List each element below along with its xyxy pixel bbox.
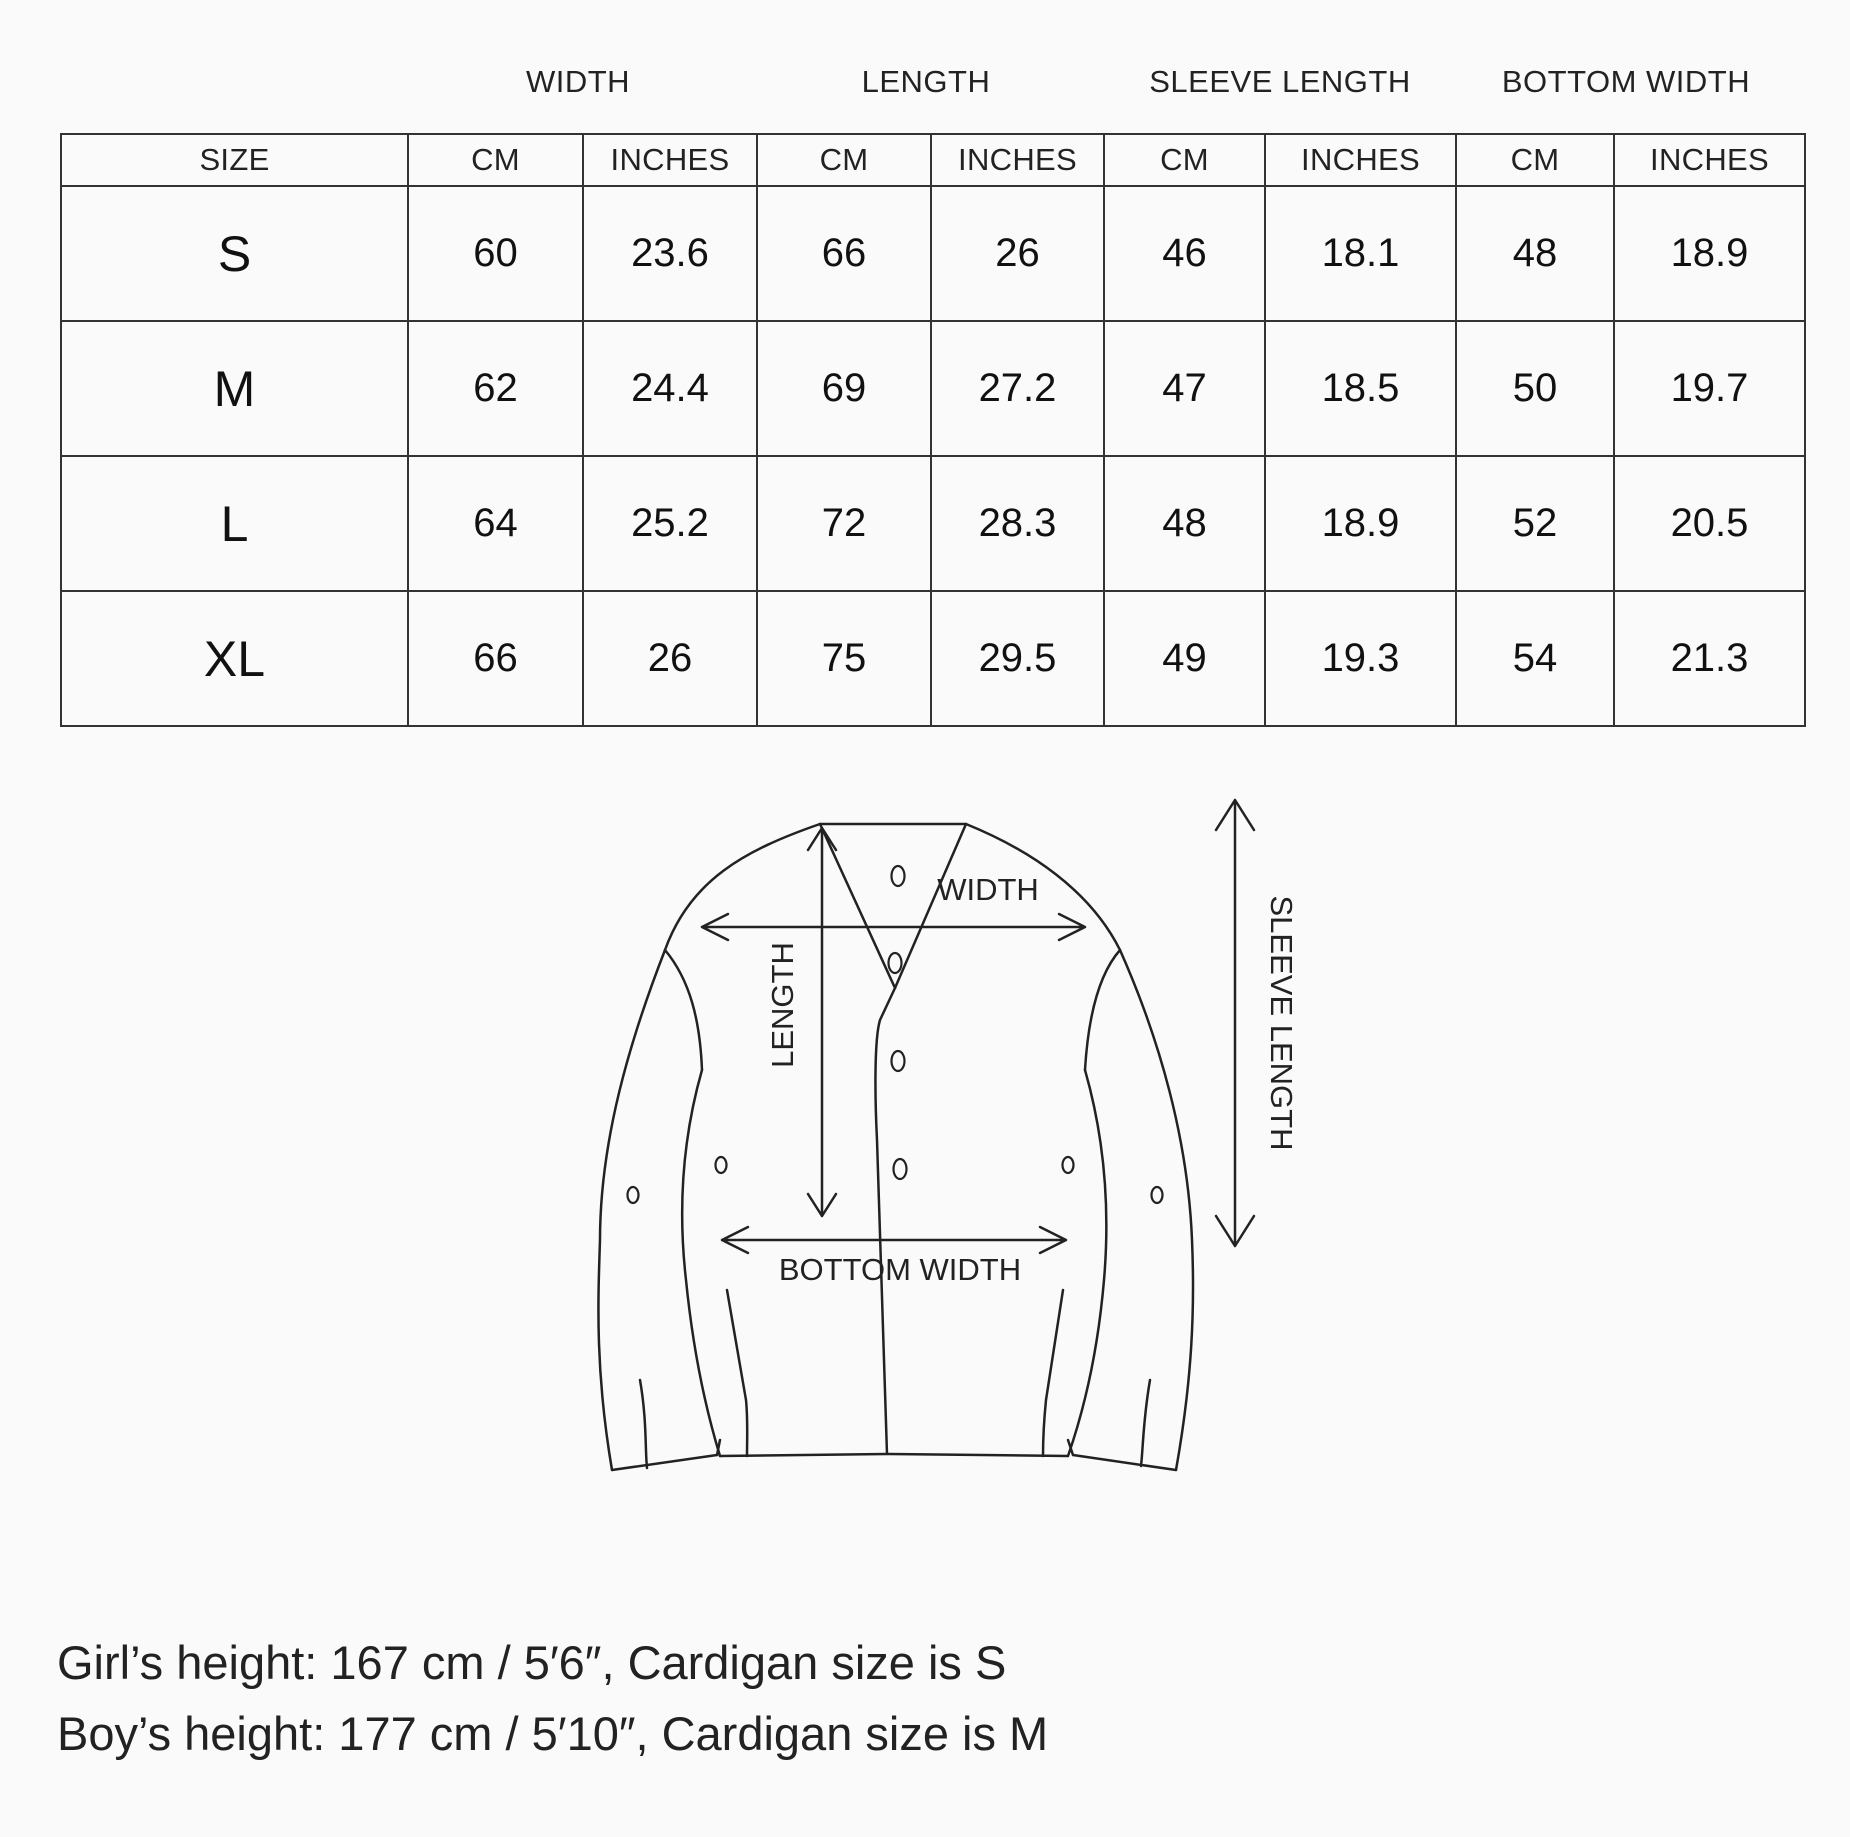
table-cell: 24.4 [583,321,757,456]
table-cell: 54 [1456,591,1614,726]
group-header-length: LENGTH [861,64,991,99]
table-cell: 29.5 [931,591,1104,726]
group-header-width: WIDTH [525,64,631,99]
table-cell: 23.6 [583,186,757,321]
button [1152,1187,1163,1203]
table-cell: 19.7 [1614,321,1805,456]
table-row [61,591,1805,726]
length-label: LENGTH [765,942,800,1068]
table-cell: 28.3 [931,456,1104,591]
table-header-row [61,134,1805,186]
button [892,1051,905,1071]
buttons [628,866,1163,1203]
header-bottom-cm: CM [1456,134,1614,186]
table-cell: 66 [757,186,931,321]
size-cell: M [61,321,408,456]
header-width-cm: CM [408,134,583,186]
table-cell: 48 [1456,186,1614,321]
note-boy-height: Boy’s height: 177 cm / 5′10″, Cardigan size is M [57,1707,1049,1760]
header-sleeve-inches: INCHES [1265,134,1456,186]
note-girl-height: Girl’s height: 167 cm / 5′6″, Cardigan size is S [57,1636,1007,1689]
table-cell: 50 [1456,321,1614,456]
size-cell: L [61,456,408,591]
table-cell: 66 [408,591,583,726]
table-cell: 18.5 [1265,321,1456,456]
sleeve-length-arrow [1216,800,1254,1246]
header-width-inches: INCHES [583,134,757,186]
group-header-sleeve-length: SLEEVE LENGTH [1149,64,1411,99]
table-cell: 26 [931,186,1104,321]
table-row [61,456,1805,591]
table-cell: 46 [1104,186,1265,321]
bottom-width-label: BOTTOM WIDTH [778,1252,1022,1287]
table-cell: 60 [408,186,583,321]
cardigan-outline [598,824,1193,1470]
table-cell: 27.2 [931,321,1104,456]
button [1063,1157,1074,1173]
button [716,1157,727,1173]
group-header-bottom-width: BOTTOM WIDTH [1501,64,1751,99]
header-length-cm: CM [757,134,931,186]
table-cell: 72 [757,456,931,591]
table-cell: 75 [757,591,931,726]
button [628,1187,639,1203]
size-cell: S [61,186,408,321]
table-cell: 47 [1104,321,1265,456]
table-row [61,321,1805,456]
button [889,953,902,973]
table-cell: 52 [1456,456,1614,591]
table-cell: 25.2 [583,456,757,591]
table-cell: 48 [1104,456,1265,591]
table-cell: 26 [583,591,757,726]
table-cell: 21.3 [1614,591,1805,726]
table-row [61,186,1805,321]
header-sleeve-cm: CM [1104,134,1265,186]
header-bottom-inches: INCHES [1614,134,1805,186]
table-cell: 62 [408,321,583,456]
header-size: SIZE [61,134,408,186]
table-cell: 19.3 [1265,591,1456,726]
table-cell: 69 [757,321,931,456]
width-label: WIDTH [937,872,1039,907]
header-length-inches: INCHES [931,134,1104,186]
size-cell: XL [61,591,408,726]
table-cell: 49 [1104,591,1265,726]
table-cell: 20.5 [1614,456,1805,591]
table-cell: 18.9 [1265,456,1456,591]
bottom-width-arrow [722,1227,1066,1253]
table-cell: 18.9 [1614,186,1805,321]
cardigan-diagram [0,780,1850,1540]
length-arrow [808,828,836,1216]
button [892,866,905,886]
width-arrow [702,914,1085,940]
table-cell: 18.1 [1265,186,1456,321]
size-table [60,133,1806,727]
sleeve-length-label: SLEEVE LENGTH [1264,895,1299,1151]
button [894,1159,907,1179]
table-cell: 64 [408,456,583,591]
